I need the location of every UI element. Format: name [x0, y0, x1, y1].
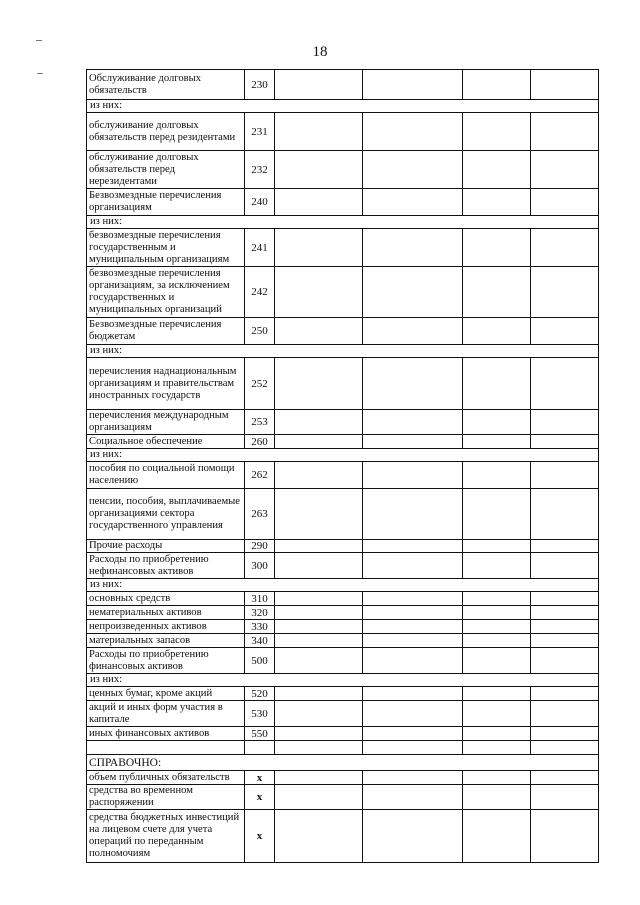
value-cell: [463, 151, 531, 189]
row-code: x: [245, 771, 275, 785]
row-name: Прочие расходы: [87, 540, 245, 553]
table-row: [87, 267, 599, 318]
table-row: [87, 462, 599, 489]
table-row: [87, 189, 599, 216]
table-row: [87, 435, 599, 449]
subheading-row: из них:: [87, 100, 599, 113]
row-name: Расходы по приобретению финансовых активов: [87, 648, 245, 674]
table-row: [87, 489, 599, 540]
value-cell: [463, 267, 531, 318]
row-name: средства во временном распоряжении: [87, 785, 245, 810]
row-name: иных финансовых активов: [87, 727, 245, 741]
value-cell: [275, 687, 363, 701]
value-cell: [275, 435, 363, 449]
row-code: 262: [245, 462, 275, 489]
row-code: x: [245, 785, 275, 810]
value-cell: [275, 489, 363, 540]
value-cell: [275, 70, 363, 100]
value-cell: [275, 592, 363, 606]
value-cell: [463, 727, 531, 741]
row-name: материальных запасов: [87, 634, 245, 648]
row-name: безвозмездные перечисления государственным и муниципальным организациям: [87, 229, 245, 267]
value-cell: [531, 113, 599, 151]
scan-mark: [36, 40, 42, 41]
value-cell: [363, 701, 463, 727]
value-cell: [463, 620, 531, 634]
value-cell: [463, 606, 531, 620]
value-cell: [363, 462, 463, 489]
table-row: [87, 540, 599, 553]
row-code: 263: [245, 489, 275, 540]
table-row: [87, 701, 599, 727]
row-code: 241: [245, 229, 275, 267]
value-cell: [363, 151, 463, 189]
value-cell: [463, 70, 531, 100]
row-name: перечисления наднациональным организациям и правительствам иностранных государств: [87, 358, 245, 410]
value-cell: [463, 435, 531, 449]
value-cell: [363, 648, 463, 674]
row-code: 330: [245, 620, 275, 634]
row-name: объем публичных обязательств: [87, 771, 245, 785]
table-row: [87, 634, 599, 648]
row-code: 242: [245, 267, 275, 318]
value-cell: [275, 462, 363, 489]
table-row: [87, 785, 599, 810]
value-cell: [531, 267, 599, 318]
value-cell: [463, 553, 531, 579]
value-cell: [275, 810, 363, 863]
row-name: ценных бумаг, кроме акций: [87, 687, 245, 701]
value-cell: [363, 358, 463, 410]
table-row: [87, 410, 599, 435]
value-cell: [531, 634, 599, 648]
row-name: Обслуживание долговых обязательств: [87, 70, 245, 100]
table-row: [87, 318, 599, 345]
value-cell: [363, 606, 463, 620]
row-code: 230: [245, 70, 275, 100]
table-row: [87, 449, 599, 462]
value-cell: [531, 785, 599, 810]
value-cell: [363, 113, 463, 151]
value-cell: [463, 592, 531, 606]
value-cell: [531, 592, 599, 606]
value-cell: [275, 113, 363, 151]
value-cell: [463, 410, 531, 435]
value-cell: [531, 489, 599, 540]
table-row: [87, 687, 599, 701]
expenditure-table: [86, 69, 599, 863]
empty-cell: [463, 741, 531, 755]
row-name: средства бюджетных инвестиций на лицевом счете для учета операций по переданным полномочиям: [87, 810, 245, 863]
value-cell: [363, 540, 463, 553]
value-cell: [463, 687, 531, 701]
table-row: [87, 358, 599, 410]
value-cell: [275, 318, 363, 345]
value-cell: [463, 489, 531, 540]
table-row: [87, 70, 599, 100]
row-name: Расходы по приобретению нефинансовых активов: [87, 553, 245, 579]
value-cell: [463, 462, 531, 489]
row-name: акций и иных форм участия в капитале: [87, 701, 245, 727]
row-code: x: [245, 810, 275, 863]
value-cell: [363, 810, 463, 863]
table-row: [87, 579, 599, 592]
page-number: 18: [312, 44, 328, 60]
value-cell: [531, 435, 599, 449]
value-cell: [275, 540, 363, 553]
table-row: [87, 741, 599, 755]
row-code: 340: [245, 634, 275, 648]
row-name: пенсии, пособия, выплачиваемые организациями сектора государственного управления: [87, 489, 245, 540]
subheading-row: из них:: [87, 216, 599, 229]
value-cell: [531, 810, 599, 863]
value-cell: [363, 553, 463, 579]
empty-cell: [87, 741, 245, 755]
value-cell: [463, 771, 531, 785]
value-cell: [275, 785, 363, 810]
row-name: обслуживание долговых обязательств перед нерезидентами: [87, 151, 245, 189]
value-cell: [275, 727, 363, 741]
row-name: основных средств: [87, 592, 245, 606]
value-cell: [363, 410, 463, 435]
row-code: 260: [245, 435, 275, 449]
table-row: [87, 755, 599, 771]
row-name: Безвозмездные перечисления организациям: [87, 189, 245, 216]
value-cell: [531, 151, 599, 189]
value-cell: [363, 267, 463, 318]
row-name: Социальное обеспечение: [87, 435, 245, 449]
value-cell: [275, 267, 363, 318]
row-code: 310: [245, 592, 275, 606]
value-cell: [275, 410, 363, 435]
row-code: 290: [245, 540, 275, 553]
empty-cell: [531, 741, 599, 755]
value-cell: [363, 771, 463, 785]
value-cell: [463, 785, 531, 810]
table-body: [87, 70, 599, 863]
value-cell: [463, 810, 531, 863]
value-cell: [363, 634, 463, 648]
value-cell: [531, 687, 599, 701]
row-name: нематериальных активов: [87, 606, 245, 620]
table-row: [87, 113, 599, 151]
scan-mark: [37, 73, 43, 74]
value-cell: [531, 648, 599, 674]
value-cell: [275, 151, 363, 189]
value-cell: [531, 606, 599, 620]
value-cell: [531, 318, 599, 345]
value-cell: [531, 553, 599, 579]
table-row: [87, 345, 599, 358]
value-cell: [275, 620, 363, 634]
value-cell: [531, 462, 599, 489]
table-row: [87, 727, 599, 741]
subheading-row: из них:: [87, 345, 599, 358]
table-row: [87, 592, 599, 606]
row-code: 231: [245, 113, 275, 151]
value-cell: [275, 634, 363, 648]
row-code: 320: [245, 606, 275, 620]
table-row: [87, 100, 599, 113]
value-cell: [363, 620, 463, 634]
value-cell: [531, 620, 599, 634]
subheading-row: из них:: [87, 449, 599, 462]
table-row: [87, 810, 599, 863]
row-name: перечисления международным организациям: [87, 410, 245, 435]
table-row: [87, 771, 599, 785]
row-name: непроизведенных активов: [87, 620, 245, 634]
value-cell: [531, 701, 599, 727]
row-code: 300: [245, 553, 275, 579]
row-name: безвозмездные перечисления организациям, за исключением государственных и муниципальных организаций: [87, 267, 245, 318]
section-heading: СПРАВОЧНО:: [87, 755, 599, 771]
value-cell: [463, 318, 531, 345]
value-cell: [363, 189, 463, 216]
value-cell: [363, 727, 463, 741]
empty-cell: [363, 741, 463, 755]
value-cell: [531, 229, 599, 267]
value-cell: [275, 358, 363, 410]
value-cell: [531, 358, 599, 410]
value-cell: [363, 70, 463, 100]
value-cell: [531, 189, 599, 216]
table-row: [87, 216, 599, 229]
value-cell: [275, 553, 363, 579]
value-cell: [463, 540, 531, 553]
row-code: 550: [245, 727, 275, 741]
value-cell: [363, 687, 463, 701]
subheading-row: из них:: [87, 579, 599, 592]
value-cell: [275, 648, 363, 674]
value-cell: [531, 727, 599, 741]
value-cell: [463, 113, 531, 151]
table-row: [87, 553, 599, 579]
empty-cell: [245, 741, 275, 755]
value-cell: [363, 785, 463, 810]
subheading-row: из них:: [87, 674, 599, 687]
table-row: [87, 648, 599, 674]
value-cell: [463, 701, 531, 727]
table-row: [87, 606, 599, 620]
row-name: пособия по социальной помощи населению: [87, 462, 245, 489]
row-code: 250: [245, 318, 275, 345]
value-cell: [463, 189, 531, 216]
value-cell: [275, 701, 363, 727]
table-row: [87, 620, 599, 634]
value-cell: [531, 771, 599, 785]
value-cell: [275, 229, 363, 267]
value-cell: [275, 189, 363, 216]
value-cell: [363, 592, 463, 606]
value-cell: [363, 489, 463, 540]
value-cell: [463, 229, 531, 267]
row-name: Безвозмездные перечисления бюджетам: [87, 318, 245, 345]
table-row: [87, 151, 599, 189]
value-cell: [275, 771, 363, 785]
row-code: 520: [245, 687, 275, 701]
value-cell: [275, 606, 363, 620]
row-code: 252: [245, 358, 275, 410]
value-cell: [531, 410, 599, 435]
value-cell: [463, 648, 531, 674]
row-name: обслуживание долговых обязательств перед резидентами: [87, 113, 245, 151]
row-code: 530: [245, 701, 275, 727]
value-cell: [363, 229, 463, 267]
table-row: [87, 674, 599, 687]
row-code: 240: [245, 189, 275, 216]
table-row: [87, 229, 599, 267]
value-cell: [463, 358, 531, 410]
value-cell: [531, 540, 599, 553]
row-code: 232: [245, 151, 275, 189]
value-cell: [463, 634, 531, 648]
row-code: 500: [245, 648, 275, 674]
value-cell: [363, 435, 463, 449]
row-code: 253: [245, 410, 275, 435]
value-cell: [363, 318, 463, 345]
value-cell: [531, 70, 599, 100]
empty-cell: [275, 741, 363, 755]
